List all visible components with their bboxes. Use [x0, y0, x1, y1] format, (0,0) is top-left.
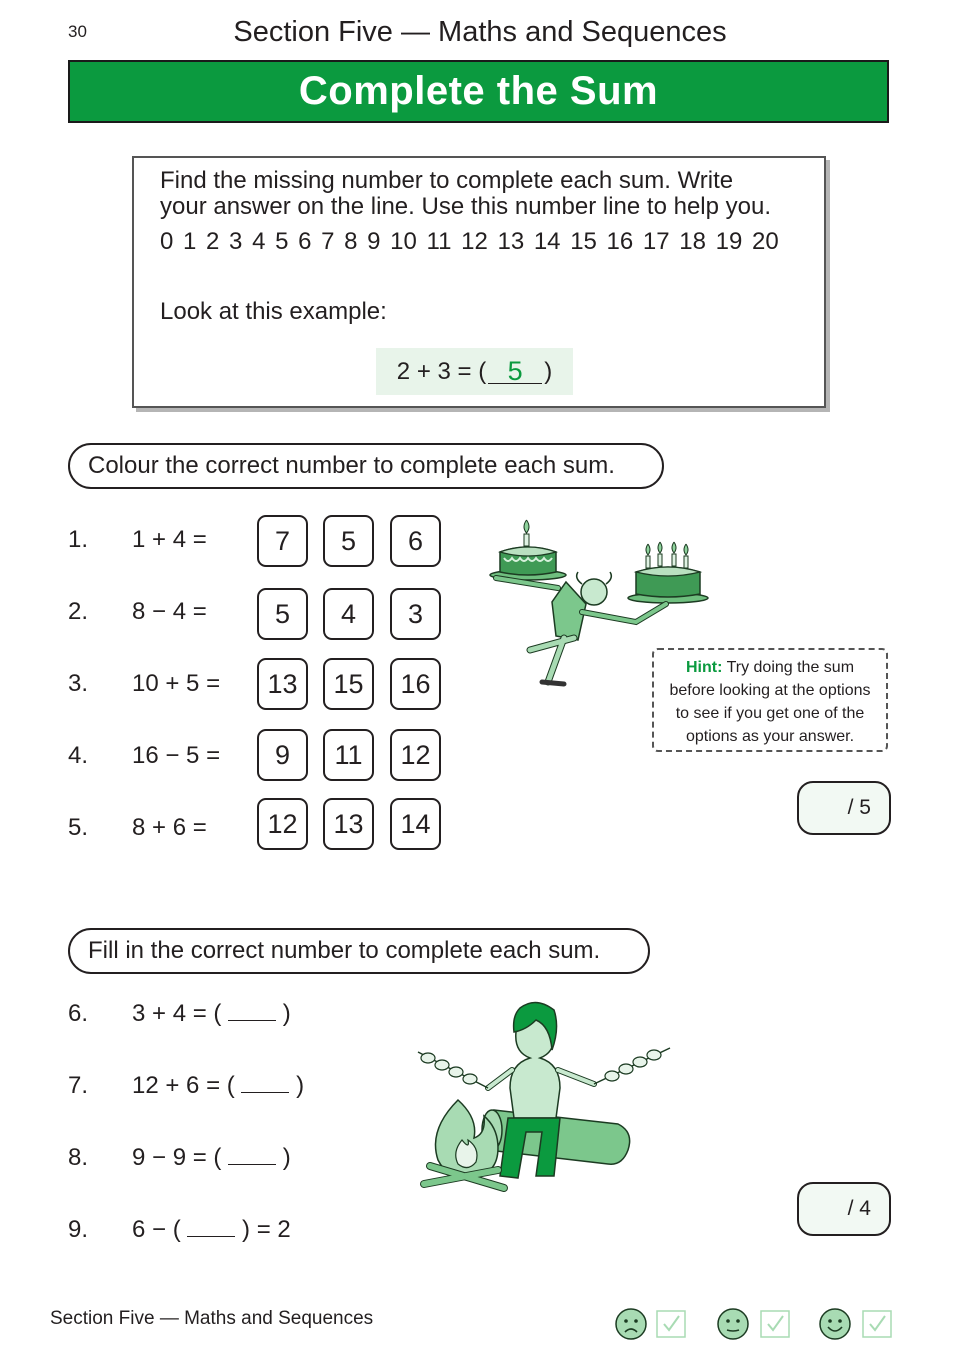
example-left: 2 + 3 = ( [396, 357, 487, 385]
question-expression: 16 − 5 = [132, 742, 221, 769]
example-right: ) [544, 357, 553, 385]
sad-face-icon[interactable] [614, 1307, 648, 1341]
expr-after: ) [282, 1144, 291, 1171]
question-number: 2. [68, 598, 89, 625]
question-number: 6. [68, 1000, 89, 1027]
question-expression [132, 1216, 291, 1244]
part1-heading: Colour the correct number to complete each sum. [68, 443, 664, 489]
instruction-line-1: Find the missing number to complete each sum. Write [160, 167, 734, 194]
option-box[interactable]: 16 [390, 658, 441, 710]
option-box[interactable]: 6 [390, 515, 441, 567]
expr-after: ) = 2 [242, 1216, 291, 1243]
number-line: 0 1 2 3 4 5 6 7 8 9 10 11 12 13 14 15 16 17 18 19 20 [160, 228, 779, 255]
footer-section-title: Section Five — Maths and Sequences [50, 1308, 374, 1329]
hint-text-a: Try doing the sum [726, 659, 855, 676]
answer-blank[interactable] [228, 1144, 276, 1165]
question-expression: 8 − 4 = [132, 598, 207, 625]
option-box[interactable]: 9 [257, 729, 308, 781]
tick-box-icon[interactable] [656, 1310, 686, 1338]
question-expression: 10 + 5 = [132, 670, 221, 697]
expr-after: ) [282, 1000, 291, 1027]
expr-before: 12 + 6 = ( [132, 1072, 235, 1099]
option-box[interactable]: 13 [323, 798, 374, 850]
happy-face-icon[interactable] [818, 1307, 852, 1341]
option-box[interactable]: 11 [323, 729, 374, 781]
option-box[interactable]: 12 [257, 798, 308, 850]
neutral-face-icon[interactable] [716, 1307, 750, 1341]
title-banner [68, 60, 889, 123]
example-box [376, 348, 573, 395]
tick-box-icon[interactable] [862, 1310, 892, 1338]
campfire-marshmallow-illustration [408, 1000, 676, 1200]
question-number: 9. [68, 1216, 89, 1243]
part1-score-box[interactable]: / 5 [797, 781, 891, 835]
option-box[interactable]: 3 [390, 588, 441, 640]
example-answer: 5 [488, 359, 542, 384]
question-expression [132, 1072, 304, 1100]
question-number: 3. [68, 670, 89, 697]
page-title: Complete the Sum [298, 69, 659, 113]
question-expression [132, 1000, 291, 1028]
question-expression [132, 1144, 291, 1172]
expr-after: ) [296, 1072, 305, 1099]
part2-heading: Fill in the correct number to complete each sum. [68, 928, 650, 974]
question-number: 8. [68, 1144, 89, 1171]
question-number: 1. [68, 526, 89, 553]
part2-score-box[interactable]: / 4 [797, 1182, 891, 1236]
expr-before: 9 − 9 = ( [132, 1144, 222, 1171]
option-box[interactable]: 13 [257, 658, 308, 710]
instruction-line-2: your answer on the line. Use this number line to help you. [160, 193, 772, 220]
option-box[interactable]: 5 [257, 588, 308, 640]
tick-box-icon[interactable] [760, 1310, 790, 1338]
question-number: 4. [68, 742, 89, 769]
question-number: 7. [68, 1072, 89, 1099]
hint-text-c: to see if you get one of the [675, 705, 865, 722]
expr-before: 3 + 4 = ( [132, 1000, 222, 1027]
page-number: 30 [68, 22, 87, 41]
option-box[interactable]: 14 [390, 798, 441, 850]
hint-box [652, 648, 888, 752]
instruction-text [160, 168, 810, 220]
answer-blank[interactable] [241, 1072, 289, 1093]
option-box[interactable]: 15 [323, 658, 374, 710]
expr-before: 6 − ( [132, 1216, 181, 1243]
answer-blank[interactable] [228, 1000, 276, 1021]
option-box[interactable]: 4 [323, 588, 374, 640]
hint-text-d: options as your answer. [685, 728, 855, 745]
option-box[interactable]: 12 [390, 729, 441, 781]
answer-blank[interactable] [187, 1216, 235, 1237]
option-box[interactable]: 5 [323, 515, 374, 567]
example-label: Look at this example: [160, 298, 387, 325]
option-box[interactable]: 7 [257, 515, 308, 567]
question-expression: 8 + 6 = [132, 814, 207, 841]
question-number: 5. [68, 814, 89, 841]
question-expression: 1 + 4 = [132, 526, 207, 553]
section-title: Section Five — Maths and Sequences [233, 16, 727, 48]
hint-label: Hint: [685, 659, 723, 676]
hint-text-b: before looking at the options [669, 682, 871, 699]
